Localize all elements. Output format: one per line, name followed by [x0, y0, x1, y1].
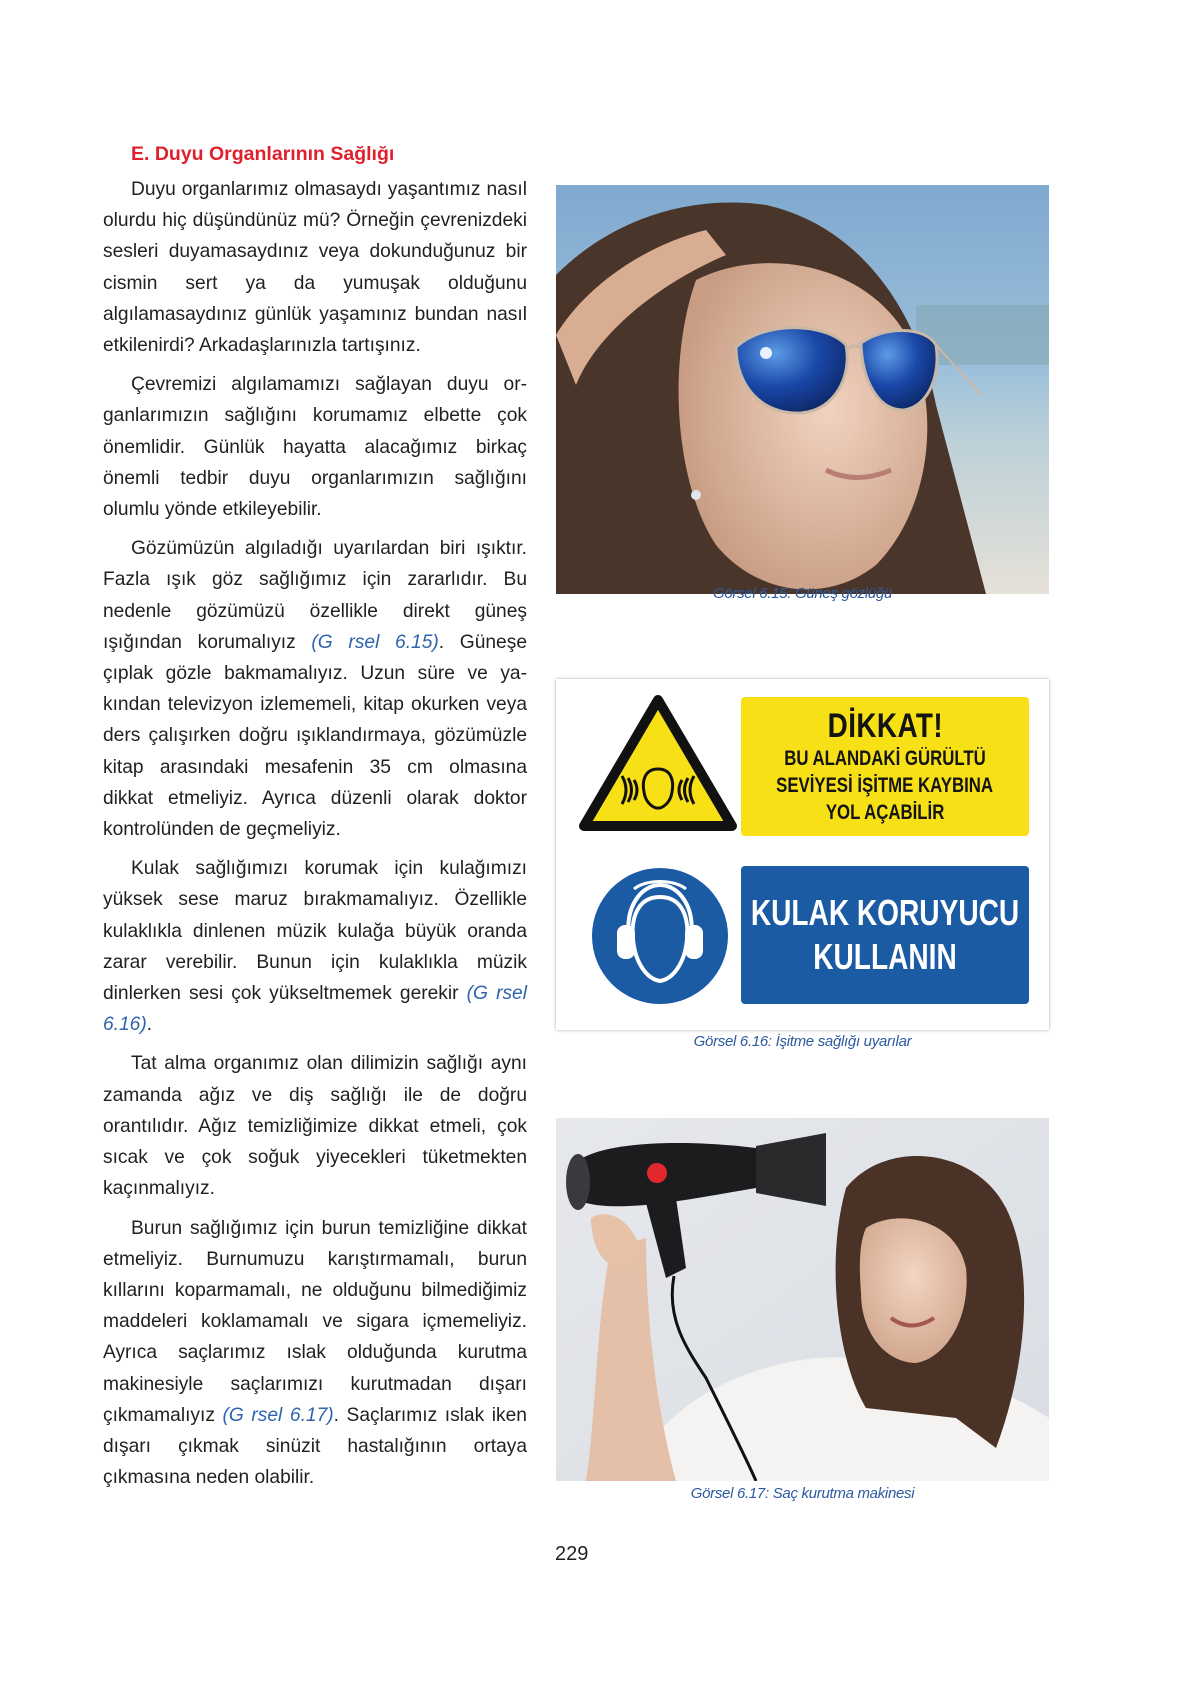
mandatory-line-1: KULAK KORUYUCU [750, 892, 1020, 933]
caption-figure-6-15: Görsel 6.15: Güneş gözlüğü [713, 585, 892, 602]
mandatory-panel [741, 866, 1029, 1004]
warning-line-2: SEVİYESİ İŞİTME KAYBINA [776, 774, 994, 797]
paragraph-eye-health: Gözümüzün algıladığı uyarılardan biri ışıktır. Fazla ışık göz sağlığımız için zararlıdır. Bu nedenle gözümüzü özellikle direkt güneş ışığından korumalıyız (G rsel 6.15). Güneşe çıplak gözle bakmamalıyız. Uzun süre ve yakından televizyon izlememeli, kitap okurken veya ders çalışırken doğru ışıklandırmaya, gözümüzle kitap arasındaki mesafenin 35 cm olmasına dikkat etmeliyiz. Ayrıca düzenli olarak doktor kontrolünden de geçmeliyiz. [103, 538, 527, 841]
warning-title: DİKKAT! [827, 707, 943, 745]
caption-figure-6-17: Görsel 6.17: Saç kurutma makinesi [690, 1485, 915, 1502]
figure-reference-6-17[interactable]: (G rsel 6.17) [222, 1404, 334, 1426]
section-heading: E. Duyu Organlarının Sağlığı [131, 143, 395, 165]
paragraph-ear-health: Kulak sağlığımızı korumak için kulağımızı yüksek sese maruz bırakmamalıyız. Özellikle kulaklıkla dinlenen müzik kulağa büyük oranda zarar verebilir. Bunun için kulaklıkla müzik dinlerken sesi çok yükseltmemek gerekir (G rsel 6.16). [103, 858, 527, 1036]
paragraph-importance: Çevremizi algılamamızı sağlayan duyu organlarımızın sağlığını korumamız elbette çok önemlidir. Günlük hayatta alacağımız birkaç önemli tedbir duyu organlarımızın sağlığını olumlu yönde etkileyebilir. [103, 374, 527, 521]
mandatory-line-2: KULLANIN [813, 936, 957, 977]
woman-hair-dryer-image [556, 1118, 1049, 1481]
noise-warning-triangle-icon [578, 694, 738, 834]
caption-figure-6-16: Görsel 6.16: İşitme sağlığı uyarılar [693, 1033, 912, 1050]
paragraph-tongue-health: Tat alma organımız olan dilimizin sağlığı aynı zamanda ağız ve diş sağlığı ile de doğru orantılıdır. Ağız temizliğimize dikkat etmeli, çok sıcak ve çok soğuk yiyecekleri tüketmekten kaçınmalıyız. [103, 1053, 527, 1200]
warning-line-1: BU ALANDAKİ GÜRÜLTÜ [784, 747, 986, 770]
warning-panel [741, 697, 1029, 836]
woman-sunglasses-image [556, 185, 1049, 594]
paragraph-nose-health: Burun sağlığımız için burun temizliğine dikkat etmeliyiz. Burnumuzu karıştırmamalı, burun kıllarını koparmamalı, ne olduğunu bilmediğimiz maddeleri koklamamalı ve sigara içmemeliyiz. Ayrıca saçlarımız ıslak olduğunda kurutma makinesiyle saçlarımızı kurutmadan dışarı çıkmamalıyız (G rsel 6.17). Saçlarımız ıslak iken dışarı çıkmak sinüzit hastalığının ortaya çıkmasına neden olabilir. [103, 1217, 527, 1489]
figure-hair-dryer-photo [556, 1118, 1049, 1481]
figure-reference-6-16[interactable]: (G rsel 6.16) [103, 983, 527, 1036]
warning-line-3: YOL AÇABİLİR [825, 801, 945, 824]
ear-protection-icon [591, 867, 729, 1005]
page-number: 229 [555, 1543, 589, 1565]
figure-reference-6-15[interactable]: (G rsel 6.15) [311, 631, 439, 653]
text-column [103, 140, 527, 1501]
figure-sunglasses-photo [556, 185, 1049, 594]
figure-hearing-warning-signs [556, 679, 1049, 1030]
paragraph-intro: Duyu organlarımız olmasaydı yaşantımız nasıl olurdu hiç düşündünüz mü? Örneğin çevrenizdeki sesleri duyamasaydınız veya dokunduğunuz bir cismin sert ya da yumuşak olduğunu algılamasaydınız günlük yaşamınız bundan nasıl etkilenirdi? Arkadaşlarınızla tartışınız. [103, 179, 527, 357]
